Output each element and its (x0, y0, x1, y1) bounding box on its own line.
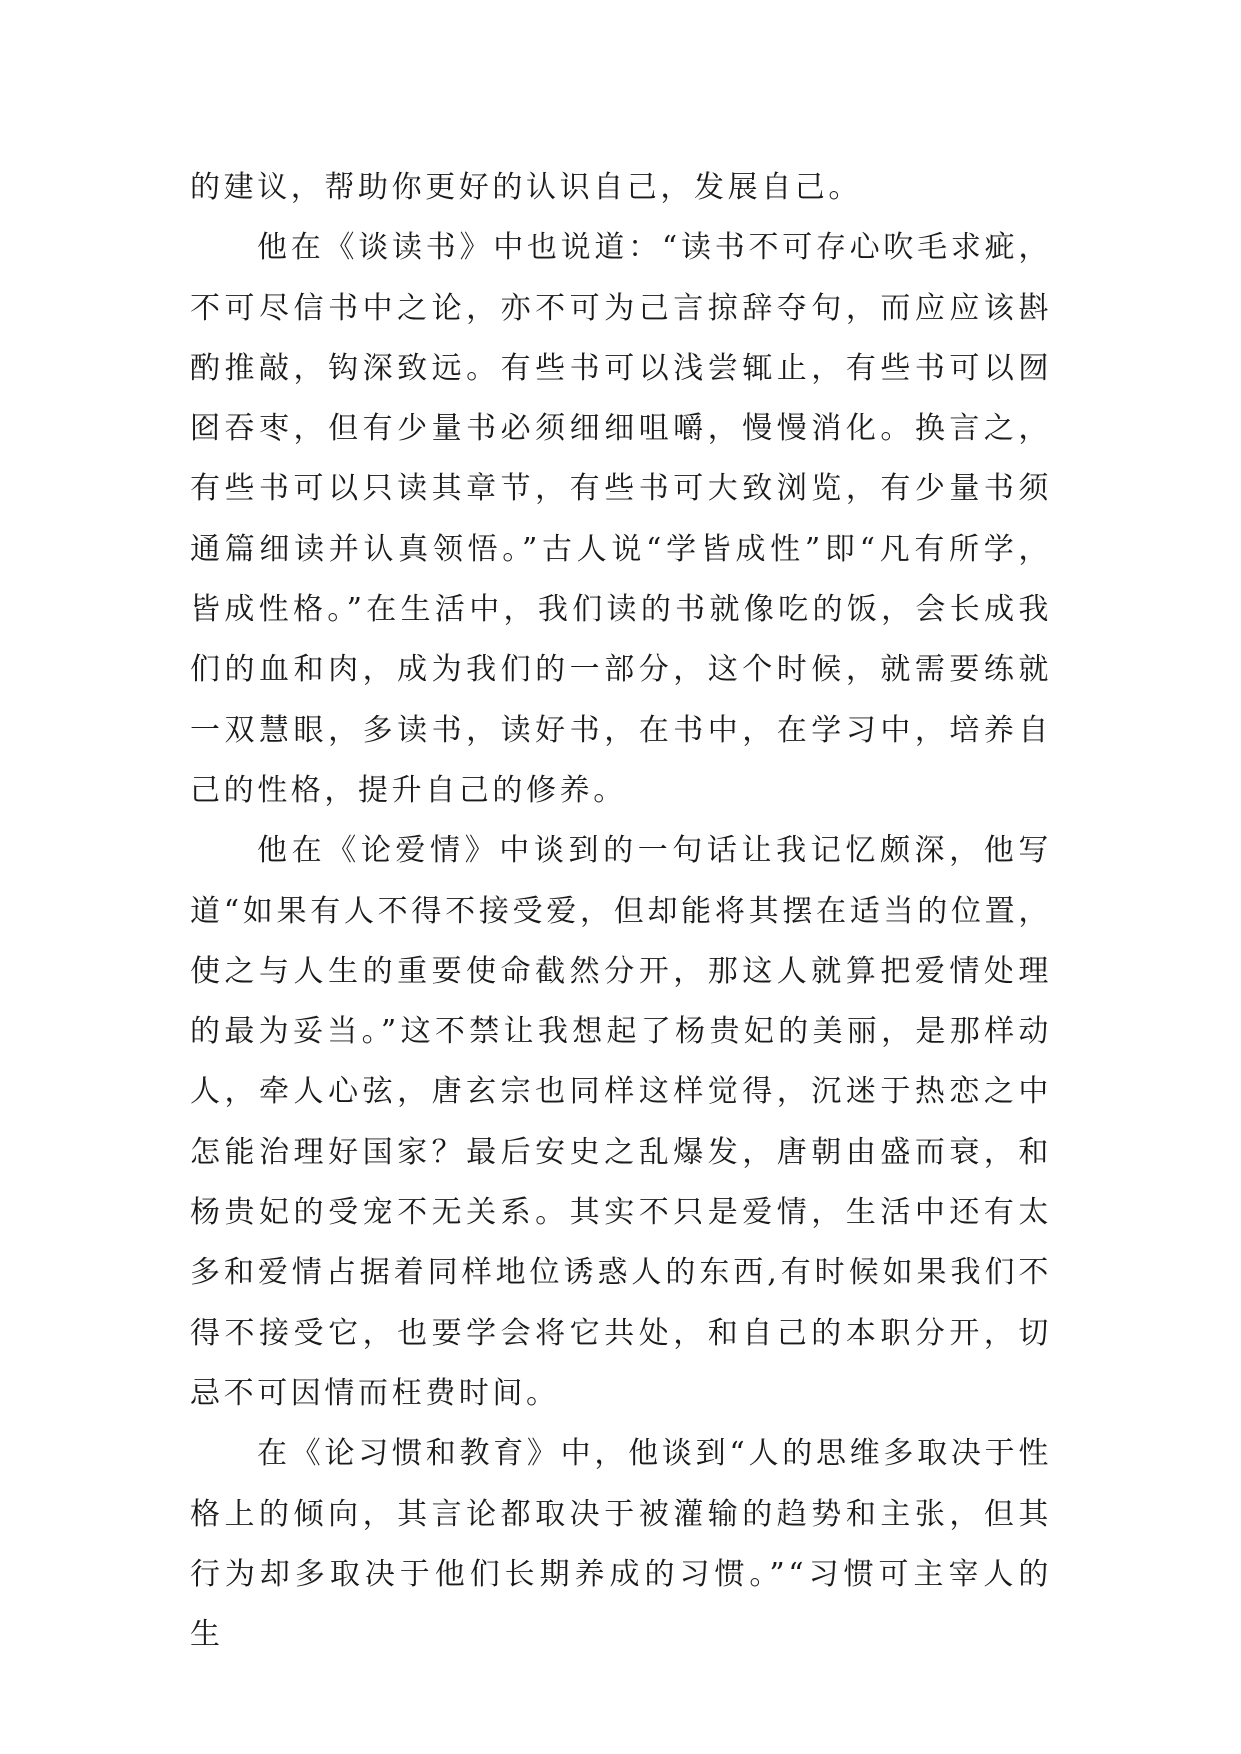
paragraph-3: 他在《论爱情》中谈到的一句话让我记忆颇深，他写道“如果有人不得不接受爱，但却能将其摆在适当的位置，使之与人生的重要使命截然分开，那这人就算把爱情处理的最为妥当。”这不禁让我想起了杨贵妃的美丽，是那样动人，牵人心弦，唐玄宗也同样这样觉得，沉迷于热恋之中怎能治理好国家？最后安史之乱爆发，唐朝由盛而衰，和杨贵妃的受宠不无关系。其实不只是爱情，生活中还有太多和爱情占据着同样地位诱惑人的东西,有时候如果我们不得不接受它，也要学会将它共处，和自己的本职分开，切忌不可因情而枉费时间。 (190, 833, 1052, 1411)
paragraph-4: 在《论习惯和教育》中，他谈到“人的思维多取决于性格上的倾向，其言论都取决于被灌输的趋势和主张，但其行为却多取决于他们长期养成的习惯。”“习惯可主宰人的生 (190, 1436, 1052, 1653)
paragraph-2: 他在《谈读书》中也说道：“读书不可存心吹毛求疵，不可尽信书中之论，亦不可为己言掠辞夺句，而应应该斟酌推敲，钩深致远。有些书可以浅尝辄止，有些书可以囫囵吞枣，但有少量书必须细细咀嚼，慢慢消化。换言之，有些书可以只读其章节，有些书可大致浏览，有少量书须通篇细读并认真领悟。”古人说“学皆成性”即“凡有所学，皆成性格。”在生活中，我们读的书就像吃的饭，会长成我们的血和肉，成为我们的一部分，这个时候，就需要练就一双慧眼，多读书，读好书，在书中，在学习中，培养自己的性格，提升自己的修养。 (190, 230, 1052, 808)
paragraph-1: 的建议，帮助你更好的认识自己，发展自己。 (190, 170, 862, 205)
document-body (190, 158, 1052, 1665)
